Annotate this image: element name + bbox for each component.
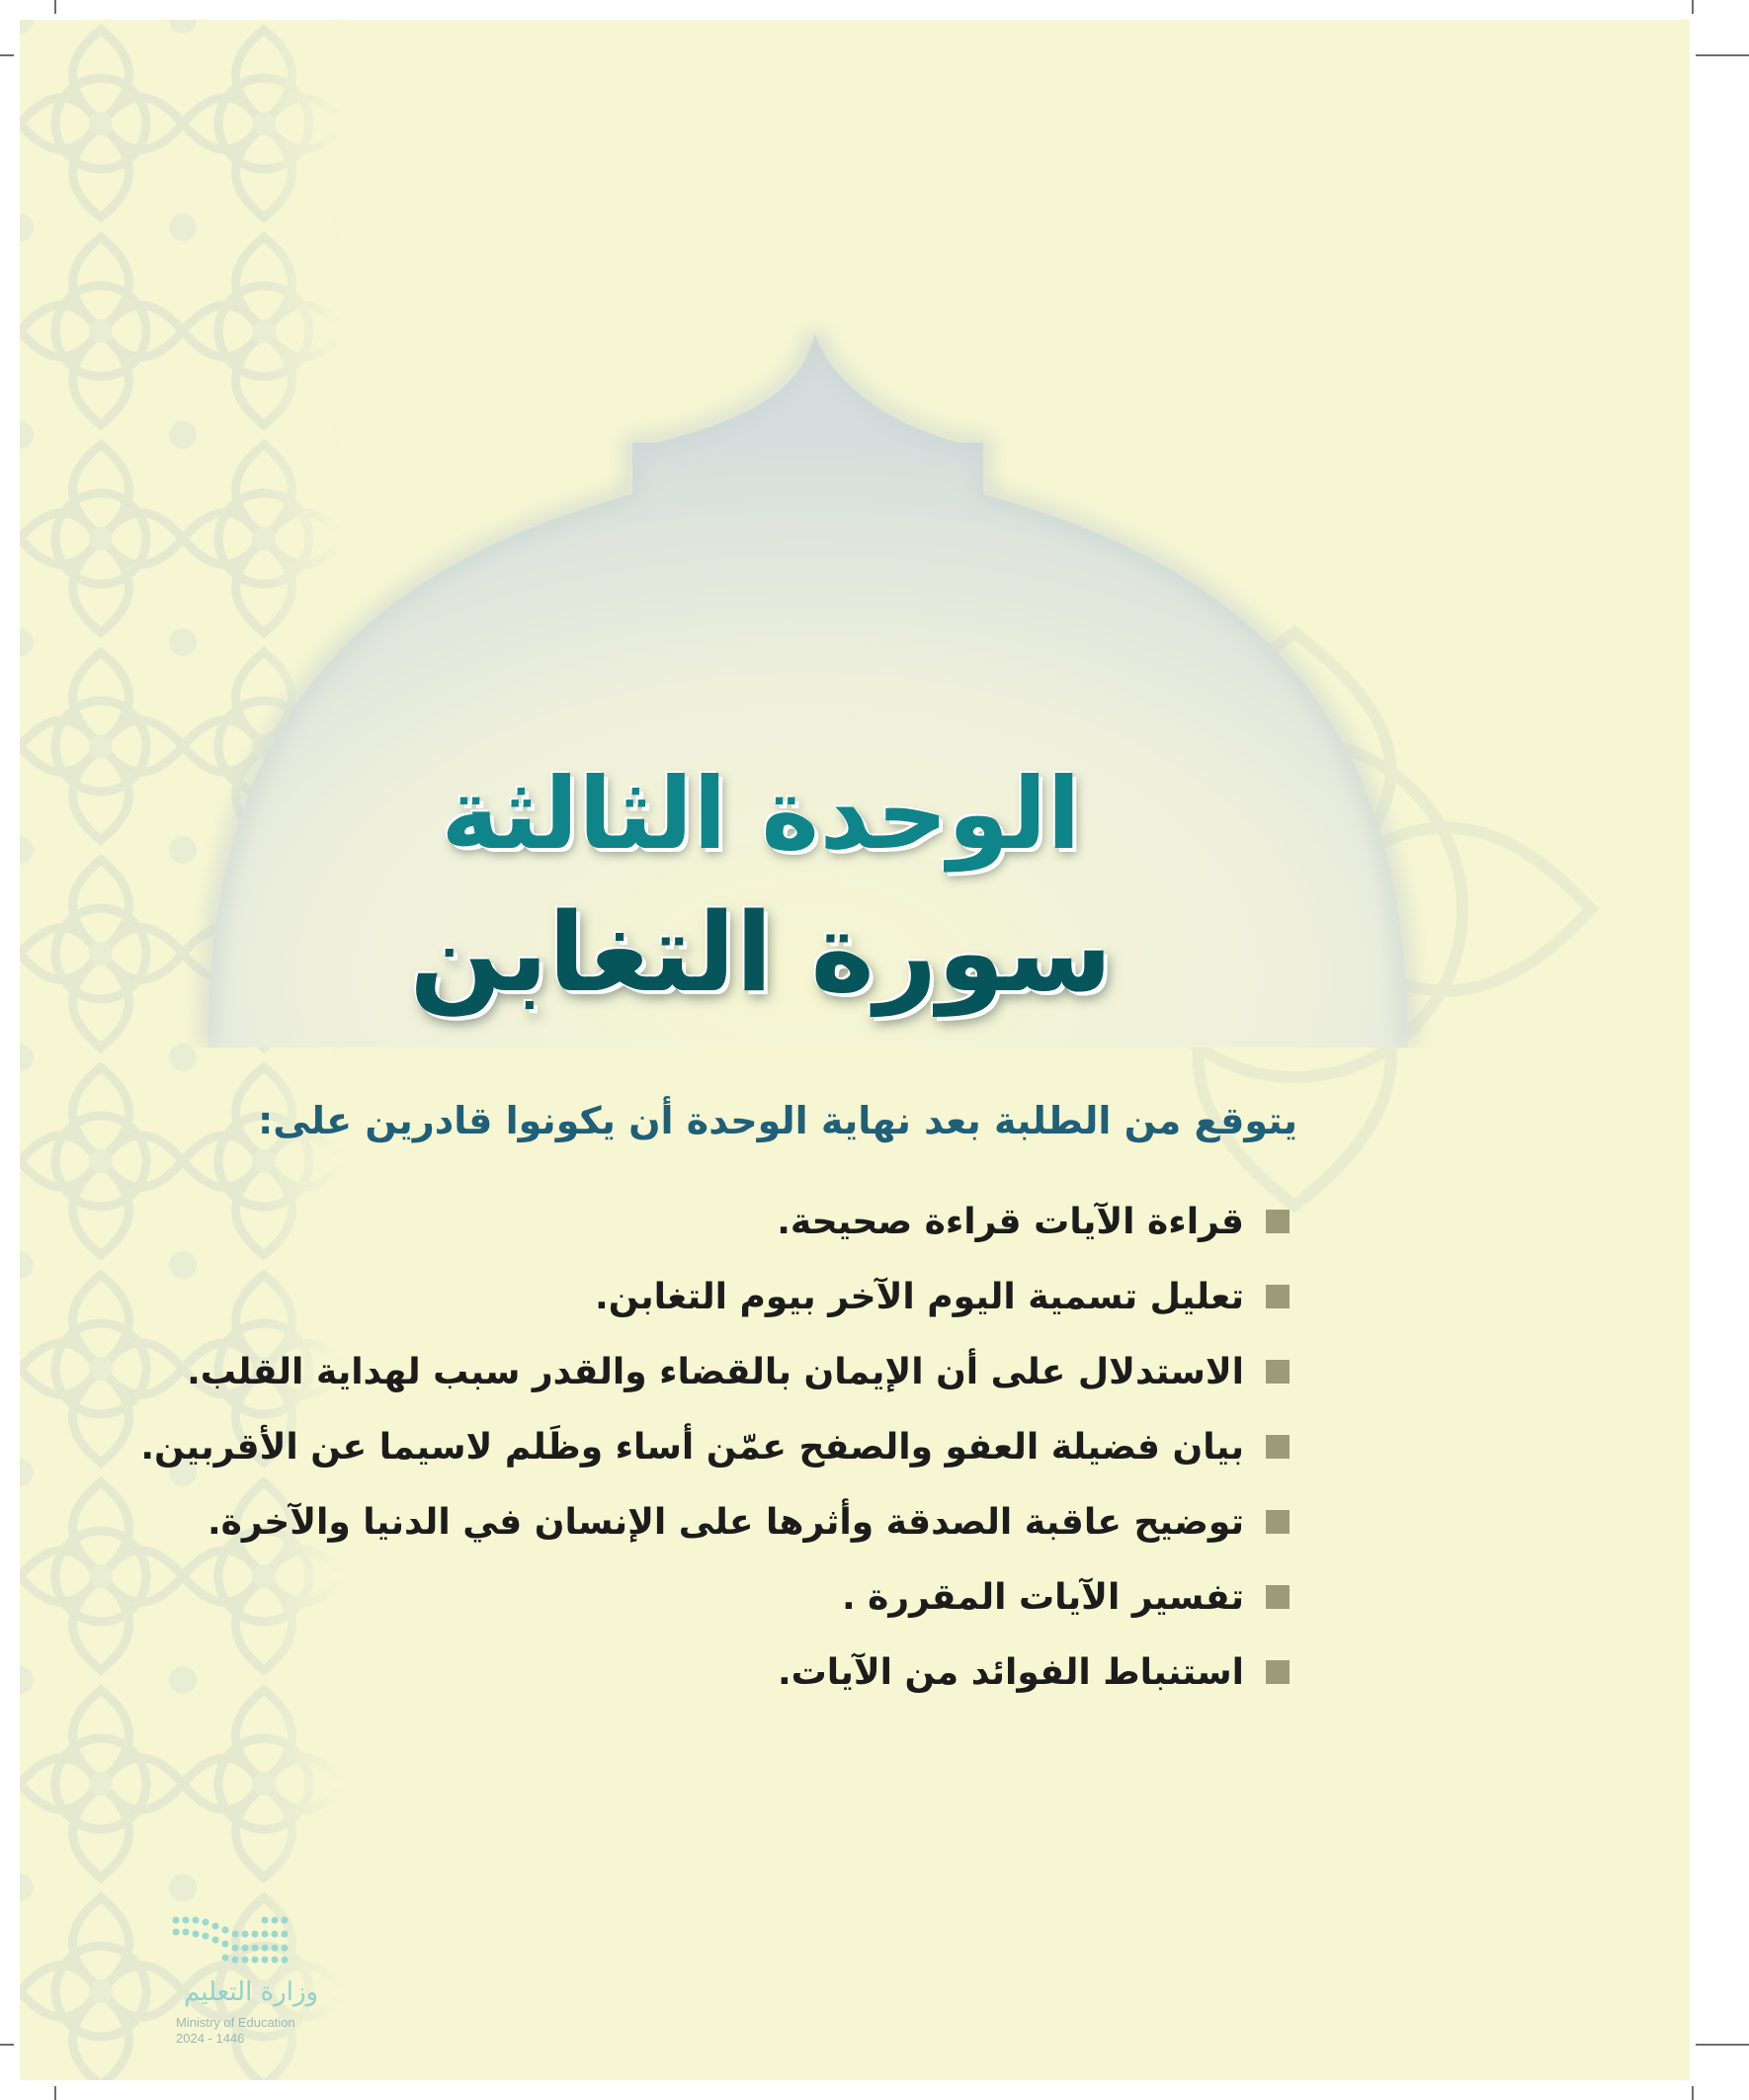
objectives-list — [140, 1184, 1290, 1710]
objective-text: توضيح عاقبة الصدقة وأثرها على الإنسان في الدنيا والآخرة. — [207, 1501, 1244, 1543]
list-item — [168, 1334, 1290, 1409]
crop-mark — [0, 2044, 14, 2046]
objective-text: الاستدلال على أن الإيمان بالقضاء والقدر سبب لهداية القلب. — [187, 1351, 1244, 1392]
square-bullet-icon — [1266, 1285, 1290, 1308]
ministry-dots-icon — [168, 1912, 296, 1968]
list-item — [168, 1484, 1290, 1559]
unit-title: الوحدة الثالثة — [441, 756, 1081, 872]
ministry-name-ar: وزارة التعليم — [184, 1977, 319, 2007]
objective-text: تعليل تسمية اليوم الآخر بيوم التغابن. — [595, 1276, 1244, 1317]
list-item — [168, 1635, 1290, 1710]
surah-title: سورة التغابن — [409, 889, 1113, 1016]
list-item — [168, 1184, 1290, 1259]
objective-text: استنباط الفوائد من الآيات. — [777, 1651, 1244, 1693]
square-bullet-icon — [1266, 1510, 1290, 1534]
square-bullet-icon — [1266, 1360, 1290, 1384]
ministry-name-en: Ministry of Education — [176, 2015, 295, 2030]
crop-mark — [1692, 2086, 1694, 2100]
list-item — [168, 1259, 1290, 1334]
crop-mark — [1696, 54, 1749, 56]
objectives-intro: يتوقع من الطلبة بعد نهاية الوحدة أن يكونوا قادرين على: — [258, 1099, 1297, 1142]
objective-text: قراءة الآيات قراءة صحيحة. — [777, 1201, 1244, 1242]
unit-cover-page — [20, 20, 1690, 2080]
crop-mark — [1696, 2044, 1749, 2046]
ministry-logo — [99, 1912, 319, 2060]
edition-year: 2024 - 1446 — [176, 2031, 245, 2046]
objective-text: بيان فضيلة العفو والصفح عمّن أساء وظَلم لاسيما عن الأقربين. — [140, 1426, 1244, 1468]
list-item — [140, 1409, 1290, 1484]
square-bullet-icon — [1266, 1660, 1290, 1684]
list-item — [168, 1559, 1290, 1635]
objective-text: تفسير الآيات المقررة . — [841, 1576, 1244, 1618]
crop-mark — [54, 2086, 56, 2100]
crop-mark — [0, 54, 14, 56]
square-bullet-icon — [1266, 1585, 1290, 1609]
square-bullet-icon — [1266, 1435, 1290, 1459]
crop-mark — [1692, 0, 1694, 14]
crop-mark — [54, 0, 56, 14]
square-bullet-icon — [1266, 1210, 1290, 1233]
